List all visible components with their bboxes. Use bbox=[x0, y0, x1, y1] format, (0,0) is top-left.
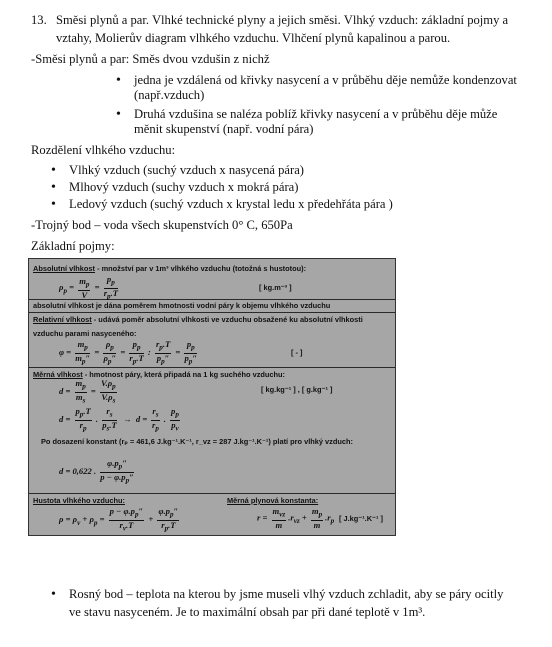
division-title: Rozdělení vlhkého vzduchu: bbox=[31, 143, 176, 157]
gas-constant-unit: [ J.kg⁻¹.K⁻¹ ] bbox=[339, 514, 383, 523]
dew-point-bullet bbox=[69, 587, 503, 620]
mixture-bullet-2-line-1: • Druhá vzdušina se naléza poblíž křivky nasycení a v průběhu děje může bbox=[134, 107, 498, 121]
relative-humidity-desc: - udává poměr absolutní vlhkosti ve vzduchu obsažené ku absolutní vlhkosti bbox=[91, 315, 363, 324]
division-item-3: • Ledový vzduch (suchý vzduch x krystal ledu x předehřáta pára ) bbox=[69, 197, 393, 212]
specific-humidity-section bbox=[29, 367, 395, 494]
absolute-humidity-title bbox=[33, 264, 306, 273]
specific-humidity-unit: [ kg.kg⁻¹ ] , [ g.kg⁻¹ ] bbox=[261, 385, 333, 394]
mixture-bullet-2-line-2: měnit skupenství (např. vodní pára) bbox=[134, 122, 314, 136]
absolute-humidity-desc: - množství par v 1m³ vlhkého vzduchu (totožná s hustotou): bbox=[95, 264, 307, 273]
absolute-humidity-formula: $\rho_p$ = $\frac{m_p}{V}$ = $\frac{p_p}{r_p.T}$ bbox=[59, 274, 119, 301]
heading-line-1: Směsi plynů a par. Vlhké technické plyny a jejich směsi. Vlhký vzduch: základní pojmy a bbox=[56, 13, 509, 27]
relative-humidity-unit: [ - ] bbox=[291, 348, 303, 357]
specific-humidity-formula-3: d = 0,622 . $\frac{\varphi.p_p''}{p - \varphi.p_p''}$ bbox=[59, 458, 134, 485]
density-formula: $\rho = \rho_v + \rho_p$ = $\frac{p - \varphi.p_p''}{r_v.T}$ + $\frac{\varphi.p_p''}{r_p.T}$ bbox=[59, 506, 179, 533]
dew-point-line-2: ve stavu nasyceném. Je to maximální obsah par při dané teplotě v 1m³. bbox=[69, 605, 426, 619]
relative-humidity-title bbox=[33, 315, 363, 324]
density-section bbox=[29, 493, 395, 535]
specific-humidity-title bbox=[33, 370, 285, 379]
division-item-1: • Vlhký vzduch (suchý vzduch x nasycená pára) bbox=[69, 163, 304, 178]
heading-number: 13. bbox=[31, 13, 47, 27]
division-item-2: • Mlhový vzduch (suchy vzduch x mokrá pára) bbox=[69, 180, 298, 195]
basics-title: Základní pojmy: bbox=[31, 239, 115, 253]
gas-constant-formula: r = $\frac{m_{vz}}{m}$ $.r_{vz}$ + $\frac{m_p}{m}$ $.r_p$ bbox=[257, 506, 335, 530]
constants-note: Po dosazení konstant (rₚ = 461,6 J.kg⁻¹.K⁻¹, r_vz = 287 J.kg⁻¹.K⁻¹) platí pro vlhký vzduch: bbox=[41, 437, 353, 446]
specific-humidity-desc: - hmotnost páry, která připadá na 1 kg suchého vzduchu: bbox=[82, 370, 286, 379]
specific-humidity-const: d = 0,622 . bbox=[59, 466, 97, 477]
specific-humidity-formula-1: d = $\frac{m_p}{m_s}$ = $\frac{V.\rho_p}{V.\rho_s}$ bbox=[59, 378, 116, 405]
mixture-bullet-1-line-2: (např.vzduch) bbox=[134, 88, 205, 102]
heading-line-2: vztahy, Molierův diagram vlhkého vzduchu. Vlhčení plynů kapalinou a parou. bbox=[56, 31, 451, 45]
specific-humidity-formula-2: d = $\frac{p_p.T}{r_p}$ . $\frac{r_s}{p_s.T}$ → d = $\frac{r_s}{r_p}$ . $\frac{p_p}{p_v}$ bbox=[59, 406, 179, 433]
formula-box bbox=[28, 258, 396, 536]
mixture-bullet-1 bbox=[134, 73, 517, 103]
triple-point: -Trojný bod – voda všech skupenstvích 0° C, 650Pa bbox=[31, 218, 293, 232]
dew-point-line-1: • Rosný bod – teplota na kterou by jsme museli vlhý vzduch zchladit, aby se páry ocitly bbox=[69, 587, 504, 601]
absolute-humidity-unit: [ kg.m⁻³ ] bbox=[259, 283, 292, 292]
mixture-bullet-2 bbox=[134, 107, 497, 137]
relative-humidity-section bbox=[29, 312, 395, 368]
absolute-humidity-note: absolutní vlhkost je dána poměrem hmotnosti vodní páry k objemu vlhkého vzduchu bbox=[33, 301, 331, 310]
relative-humidity-formula: φ = $\frac{m_p}{m_p''}$ = $\frac{\rho_p}{\rho_p''}$ = $\frac{p_p}{r_p.T}$ : $\frac{r_p.T}{p_p''}$ = $\frac{p_p}{p_p''}$ bbox=[59, 339, 198, 366]
density-title bbox=[33, 496, 125, 505]
gas-constant-label: Měrná plynová konstanta: bbox=[227, 496, 319, 505]
relative-humidity-desc-2: vzduchu parami nasyceného: bbox=[33, 329, 137, 338]
mixture-bullet-1-line-1: • jedna je vzdálená od křivky nasycení a v průběhu děje nemůže kondenzovat bbox=[134, 73, 517, 87]
mixtures-intro: -Směsi plynů a par: Směs dvou vzdušin z nichž bbox=[31, 52, 270, 66]
absolute-humidity-note-row bbox=[29, 299, 395, 313]
specific-humidity-label: Měrná vlhkost bbox=[33, 370, 83, 379]
relative-humidity-label: Relativní vlhkost bbox=[33, 315, 92, 324]
density-label: Hustota vlhkého vzduchu: bbox=[33, 496, 125, 505]
absolute-humidity-label: Absolutní vlhkost bbox=[33, 264, 96, 273]
gas-constant-title bbox=[227, 496, 318, 505]
absolute-humidity-section bbox=[29, 259, 395, 300]
